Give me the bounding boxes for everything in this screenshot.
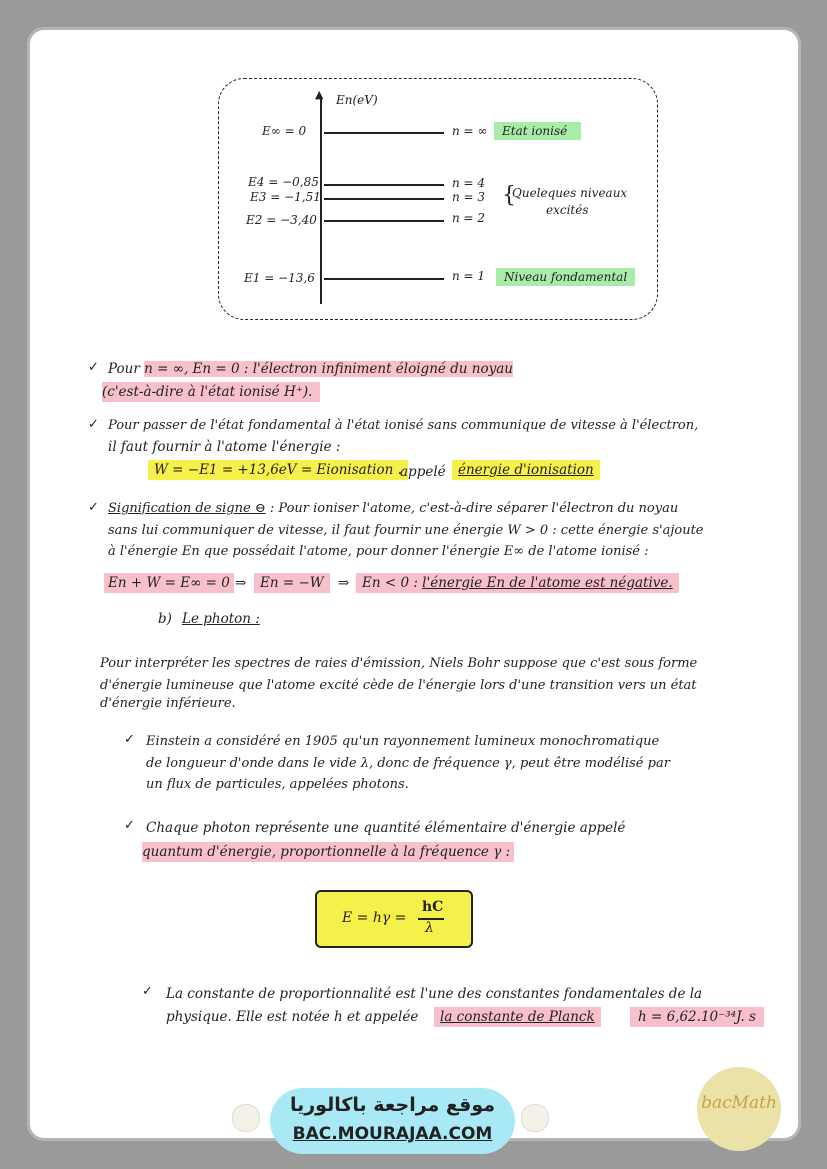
bullet1-line1 [108, 359, 513, 379]
bullet3-text: : Pour ioniser l'atome, c'est-à-dire séparer l'électron du noyau [265, 501, 679, 516]
check-icon: ✓ [88, 500, 99, 515]
check-icon: ✓ [142, 984, 153, 999]
level-n: n = 1 [452, 269, 486, 283]
ionisation-formula: W = −E1 = +13,6eV = Eionisation . [148, 460, 408, 480]
section-label: b) [158, 611, 172, 627]
bullet3-line3: à l'énergie En que possédait l'atome, pour donner l'énergie E∞ de l'atome ionisé : [108, 544, 649, 559]
brand-logo-text: bacMath [701, 1093, 777, 1113]
level-energy: E4 = −0,85 [248, 175, 319, 189]
photon-para-line3: d'énergie inférieure. [100, 696, 236, 711]
level-energy: E∞ = 0 [262, 124, 307, 138]
photon-para-line1: Pour interpréter les spectres de raies d'émission, Niels Bohr suppose que c'est sous forme [100, 656, 698, 671]
site-logo-icon [232, 1104, 260, 1132]
site-banner-arabic[interactable]: موقع مراجعة باكالوريا [289, 1094, 496, 1116]
level-note: Etat ionisé [494, 122, 581, 140]
einstein-line1: Einstein a considéré en 1905 qu'un rayonnement lumineux monochromatique [146, 734, 660, 749]
sign-eq3-text: En < 0 : [362, 575, 418, 591]
bullet3-line1 [108, 499, 678, 519]
bullet2-called: appelé [400, 464, 446, 480]
formula-lhs: E = hγ = [342, 910, 407, 926]
sign-conclusion: l'énergie En de l'atome est négative. [422, 575, 673, 591]
level-line [324, 278, 444, 280]
level-n: n = 4 [452, 176, 486, 190]
bullet1-line2: (c'est-à-dire à l'état ionisé H⁺). [102, 382, 320, 402]
einstein-line3: un flux de particules, appelées photons. [146, 777, 409, 792]
level-n: n = ∞ [452, 124, 488, 138]
check-icon: ✓ [88, 360, 99, 375]
axis-label: En(eV) [336, 93, 378, 107]
photon-para-line2: d'énergie lumineuse que l'atome excité cède de l'énergie lors d'une transition vers un état [100, 678, 697, 693]
bullet3-line2: sans lui communiquer de vitesse, il faut fournir une énergie W > 0 : cette énergie s'ajoute [108, 523, 704, 538]
level-line [324, 198, 444, 200]
level-line [324, 184, 444, 186]
check-icon: ✓ [124, 818, 135, 833]
planck-line1: La constante de proportionnalité est l'une des constantes fondamentales de la [166, 986, 703, 1002]
formula-numerator: hC [422, 899, 444, 915]
einstein-line2: de longueur d'onde dans le vide λ, donc de fréquence γ, peut être modélisé par [146, 756, 670, 771]
level-line [324, 220, 444, 222]
planck-line2-pre: physique. Elle est notée h et appelée [166, 1009, 419, 1025]
bullet1-pre: Pour [108, 361, 145, 377]
photon-line2: quantum d'énergie, proportionnelle à la fréquence γ : [142, 842, 514, 862]
photon-line1: Chaque photon représente une quantité élémentaire d'énergie appelé [146, 820, 626, 836]
section-title: Le photon : [182, 611, 260, 627]
sign-title: Signification de signe ⊖ [108, 501, 266, 516]
formula-denominator: λ [425, 920, 434, 936]
check-icon: ✓ [124, 732, 135, 747]
sign-eq3 [356, 573, 679, 593]
arrow-icon: ⇒ [338, 575, 350, 591]
sign-eq2: En = −W [254, 573, 330, 593]
level-line [324, 132, 444, 134]
excited-note-line1: Queleques niveaux [512, 186, 628, 200]
axis-arrow-icon: ▲ [315, 88, 324, 101]
level-energy: E3 = −1,51 [250, 190, 321, 204]
check-icon: ✓ [88, 417, 99, 432]
level-energy: E2 = −3,40 [246, 213, 317, 227]
site-banner-url[interactable]: BAC.MOURAJAA.COM [292, 1124, 493, 1144]
bullet1-highlight: n = ∞, En = 0 : l'électron infiniment éloigné du noyau [144, 361, 513, 377]
level-note: Niveau fondamental [496, 268, 635, 286]
level-energy: E1 = −13,6 [244, 271, 315, 285]
level-n: n = 3 [452, 190, 486, 204]
bullet2-line1: Pour passer de l'état fondamental à l'état ionisé sans communique de vitesse à l'électron, [108, 418, 699, 433]
sign-eq1: En + W = E∞ = 0 [104, 573, 234, 593]
planck-value: h = 6,62.10⁻³⁴J. s [630, 1007, 764, 1027]
arrow-icon: ⇒ [235, 575, 247, 591]
level-n: n = 2 [452, 211, 486, 225]
site-logo-icon [521, 1104, 549, 1132]
excited-note-line2: excités [546, 203, 589, 217]
bullet2-line2: il faut fournir à l'atome l'énergie : [108, 439, 341, 455]
planck-term: la constante de Planck [434, 1007, 601, 1027]
brace-icon: { [502, 183, 516, 208]
ionisation-term: énergie d'ionisation [452, 460, 600, 480]
